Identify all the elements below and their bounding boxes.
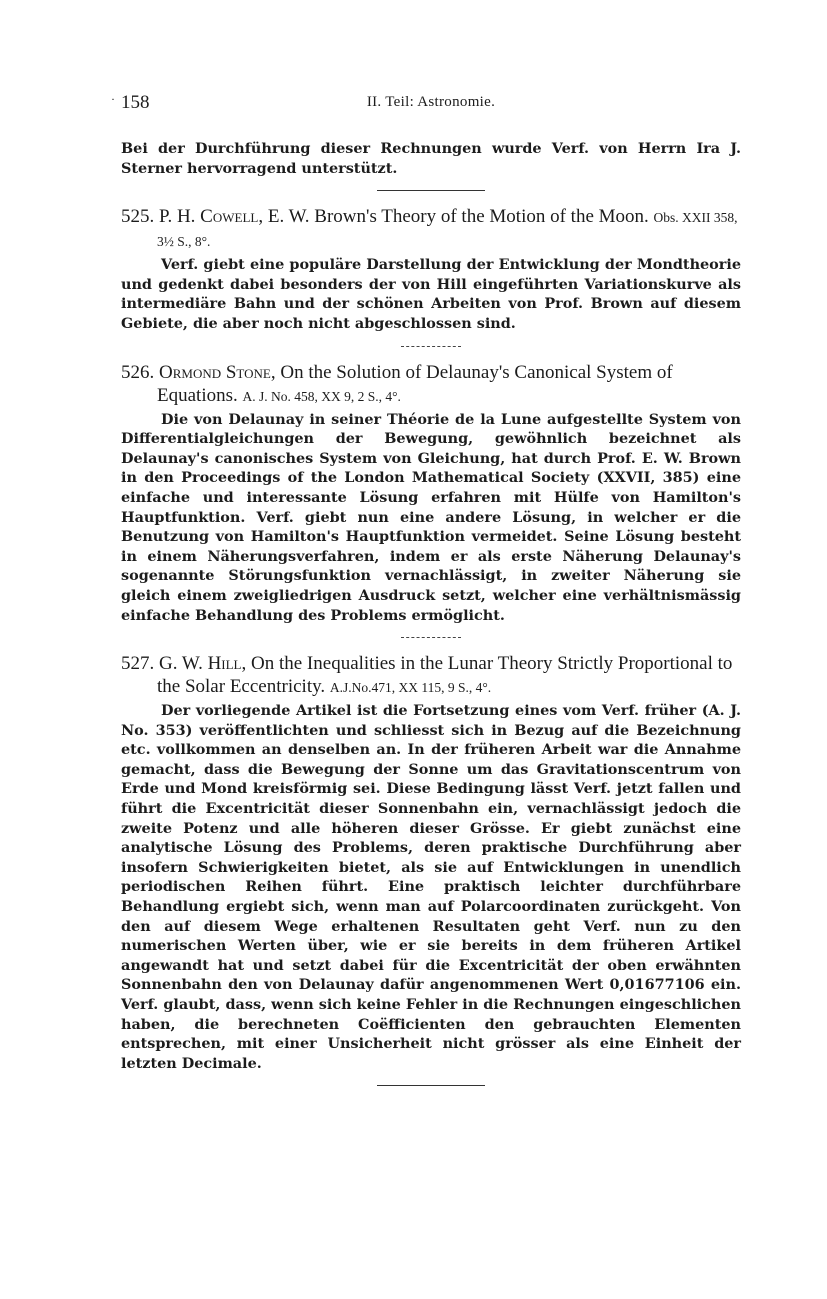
- entry-heading: [121, 361, 741, 408]
- page-header: [121, 92, 741, 116]
- running-title: II. Teil: Astronomie.: [366, 94, 496, 110]
- entry-body: Die von Delaunay in seiner Théorie de la Lune aufgestellte System von Differentialgleichungen der Bewegung, gewöhnlich bezeichnet als Delaunay's canonisches System von Gleichung, hat durch Prof. E. W. Brown in den Proceedings of the London Mathematical Society (XXVII, 385) eine einfache und interessante Lösung erfahren mit Hülfe von Hamilton's Hauptfunktion. Verf. giebt nun eine andere Lösung, in welcher er die Benutzung von Hamilton's Hauptfunktion vermeidet. Seine Lösung besteht in einem Näherungsverfahren, indem er als erste Näherung Delaunay's sogenannte Störungsfunktion vernachlässigt, in zweiter Näherung sie gleich einem zweigliedrigen Ausdruck setzt, welcher eine verhältnismässig einfache Behandlung des Problems ermöglicht.: [121, 410, 741, 624]
- entry-number: 525.: [121, 206, 155, 228]
- entry-authors: Ormond Stone,: [159, 361, 276, 383]
- entry-526: [121, 361, 741, 626]
- entry-body: Der vorliegende Artikel ist die Fortsetzung eines vom Verf. früher (A. J. No. 353) veröffentlichten und schliesst sich in Bezug auf die Bezeichnung etc. vollkommen an denselben an. In der früheren Arbeit war die Annahme gemacht, dass die Bewegung der Sonne um das Gravitationscentrum von Erde und Mond kreisförmig sei. Diese Bedingung lässt Verf. jetzt fallen und führt die Excentricität dieser Sonnenbahn ein, vernachlässigt jedoch die zweite Potenz und alle höheren dieser Grösse. Er giebt zunächst eine analytische Lösung des Problems, deren praktische Durchführung aber insofern Schwierigkeiten bietet, als sie auf Entwicklungen in unendlich periodischen Reihen führt. Eine praktisch leichter durchführbare Behandlung ergiebt sich, wenn man auf Polarcoordinaten zurückgeht. Von den auf diesem Wege erhaltenen Resultaten geht Verf. nun zu den numerischen Werten über, wie er sie bereits in dem früheren Artikel angewandt hat und setzt dabei für die Excentricität der oben erwähnten Sonnenbahn den von Delaunay dafür angenommenen Wert 0,01677106 ein. Verf. glaubt, dass, wenn sich keine Fehler in die Rechnungen eingeschlichen haben, die berechneten Coëfficienten den gebrauchten Elementen entsprechen, mit einer Unsicherheit nicht grösser als eine Einheit der letzten Decimale.: [121, 702, 741, 1072]
- entry-source: A. J. No. 458, XX 9, 2 S., 4°.: [242, 388, 401, 404]
- margin-mark: ·: [111, 92, 115, 106]
- entry-title: Brown's Theory of the Motion of the Moon.: [314, 206, 649, 228]
- entry-body: Verf. giebt eine populäre Darstellung der Entwicklung der Mondtheorie und gedenkt dabei besonders der von Hill eingeführten Variationskurve als intermediäre Bahn und der schönen Arbeiten von Prof. Brown auf diesem Gebiete, die aber noch nicht abgeschlossen sind.: [121, 256, 741, 332]
- entry-525: [121, 205, 741, 333]
- page-number: 158: [121, 92, 150, 113]
- entry-number: 526.: [121, 361, 155, 383]
- separator-rule: [401, 637, 461, 638]
- intro-paragraph: Bei der Durchführung dieser Rechnungen wurde Verf. von Herrn Ira J. Sterner hervorragend unterstützt.: [121, 140, 741, 177]
- entry-527: [121, 652, 741, 1073]
- entry-authors: G. W. Hill,: [159, 653, 247, 675]
- separator-rule: [401, 346, 461, 347]
- entry-authors: P. H. Cowell, E. W.: [159, 206, 310, 228]
- entry-heading: [121, 205, 741, 253]
- entry-title: On the Inequalities in the Lunar Theory Strictly Proportional to the Solar Eccentricity.: [157, 653, 733, 698]
- separator-rule: [377, 1085, 485, 1086]
- entry-title: On the Solution of Delaunay's Canonical System of Equations.: [157, 361, 673, 406]
- page-content: [121, 139, 741, 1100]
- separator-rule: [377, 190, 485, 191]
- entry-source: A.J.No.471, XX 115, 9 S., 4°.: [329, 680, 492, 696]
- entry-number: 527.: [121, 653, 155, 675]
- entry-heading: [121, 652, 741, 699]
- entry-source: Obs. XXII 358, 3½ S., 8°.: [157, 210, 738, 250]
